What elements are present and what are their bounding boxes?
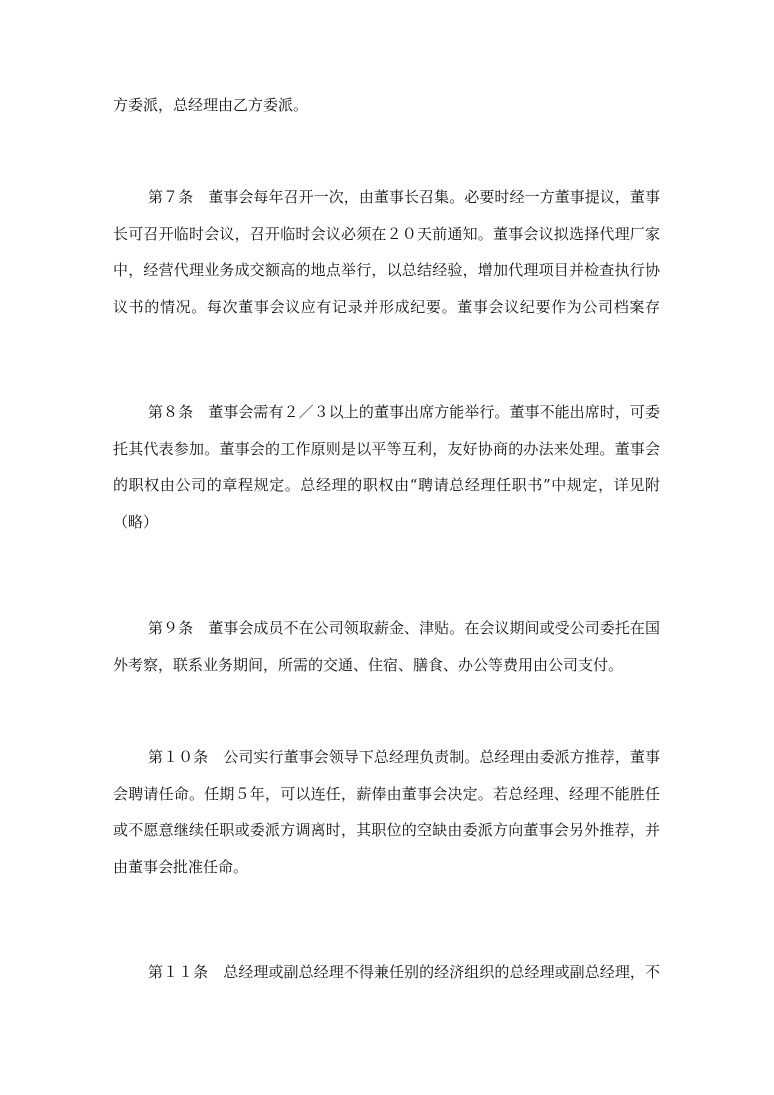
article-8-paragraph (113, 394, 660, 540)
text-line: 议书的情况。每次董事会议应有记录并形成纪要。董事会议纪要作为公司档案存 (113, 297, 660, 316)
text-line: 第８条 董事会需有２／３以上的董事出席方能举行。董事不能出席时，可委 (148, 403, 660, 421)
text-line: 第７条 董事会每年召开一次，由董事长召集。必要时经一方董事提议，董事 (148, 188, 660, 206)
text-line: 长可召开临时会议，召开临时会议必须在２０天前通知。董事会议拟选择代理厂家 (113, 224, 660, 243)
text-line: 的职权由公司的章程规定。总经理的职权由“聘请总经理任职书”中规定，详见附 (113, 476, 660, 494)
text-line: 第９条 董事会成员不在公司领取薪金、津贴。在会议期间或受公司委托在国 (148, 619, 660, 637)
text-line: 托其代表参加。董事会的工作原则是以平等互利，友好协商的办法来处理。董事会 (113, 439, 660, 458)
text-line: 第１１条 总经理或副总经理不得兼任别的经济组织的总经理或副总经理，不 (148, 963, 660, 981)
text-line: （略） (113, 512, 159, 531)
text-line: 由董事会批准任命。 (113, 857, 249, 876)
text-line: 会聘请任命。任期５年，可以连任，薪俸由董事会决定。若总经理、经理不能胜任 (113, 784, 660, 803)
article-10-paragraph (113, 739, 660, 885)
text-line: 外考察，联系业务期间，所需的交通、住宿、膳食、办公等费用由公司支付。 (113, 655, 624, 674)
text-line: 第１０条 公司实行董事会领导下总经理负责制。总经理由委派方推荐，董事 (148, 748, 660, 766)
paragraph-continuation (113, 87, 660, 124)
article-11-paragraph (113, 954, 660, 991)
article-7-paragraph (113, 179, 660, 325)
text-line: 或不愿意继续任职或委派方调离时，其职位的空缺由委派方向董事会另外推荐，并 (113, 821, 660, 839)
text-line: 方委派，总经理由乙方委派。 (113, 96, 309, 114)
article-9-paragraph (113, 610, 660, 683)
text-line: 中，经营代理业务成交额高的地点举行，以总结经验，增加代理项目并检查执行协 (113, 261, 660, 279)
